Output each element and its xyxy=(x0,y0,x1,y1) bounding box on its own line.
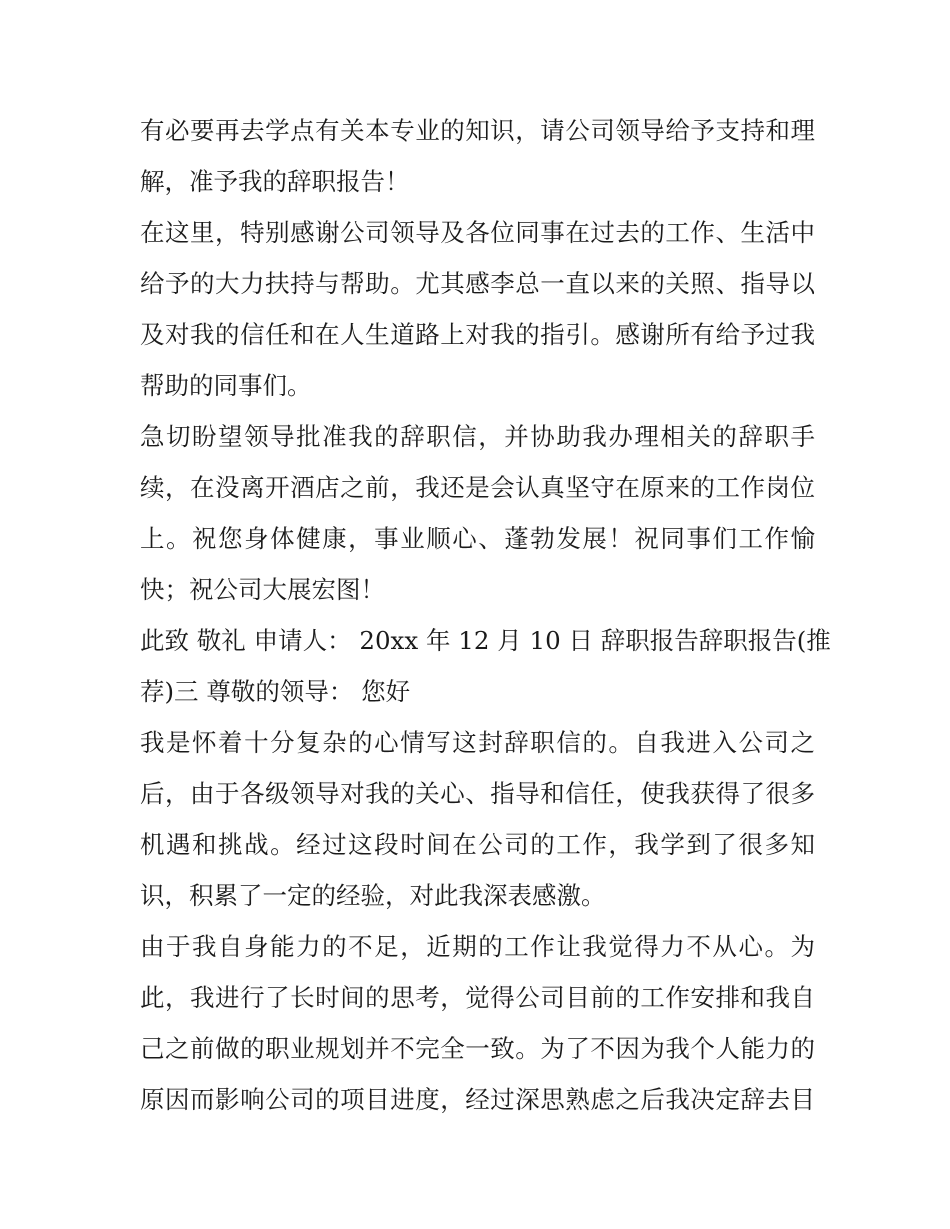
text-line: 及对我的信任和在人生道路上对我的指引。感谢所有给予过我 xyxy=(140,320,815,349)
document-body xyxy=(140,105,831,1125)
text-line: 解，准予我的辞职报告！ xyxy=(140,167,410,196)
text-line: 在这里，特别感谢公司领导及各位同事在过去的工作、生活中 xyxy=(140,218,815,247)
text-line: 上。祝您身体健康，事业顺心、蓬勃发展！祝同事们工作愉 xyxy=(140,524,815,553)
text-line: 续，在没离开酒店之前，我还是会认真坚守在原来的工作岗位 xyxy=(140,473,815,502)
text-line: 我是怀着十分复杂的心情写这封辞职信的。自我进入公司之 xyxy=(140,728,815,757)
text-line: 急切盼望领导批准我的辞职信，并协助我办理相关的辞职手 xyxy=(140,422,815,451)
text-line: 原因而影响公司的项目进度，经过深思熟虑之后我决定辞去目 xyxy=(140,1085,815,1114)
text-line: 有必要再去学点有关本专业的知识，请公司领导给予支持和理 xyxy=(140,116,815,145)
text-line: 后，由于各级领导对我的关心、指导和信任，使我获得了很多 xyxy=(140,779,815,808)
text-line: 由于我自身能力的不足，近期的工作让我觉得力不从心。为 xyxy=(140,932,815,961)
text-line: 给予的大力扶持与帮助。尤其感李总一直以来的关照、指导以 xyxy=(140,269,815,298)
text-line: 己之前做的职业规划并不完全一致。为了不因为我个人能力的 xyxy=(140,1034,815,1063)
text-line: 荐)三 尊敬的领导： 您好 xyxy=(140,677,411,706)
text-line: 快；祝公司大展宏图！ xyxy=(140,575,385,604)
text-line: 此，我进行了长时间的思考，觉得公司目前的工作安排和我自 xyxy=(140,983,815,1012)
text-line: 识，积累了一定的经验，对此我深表感激。 xyxy=(140,881,606,910)
text-line: 帮助的同事们。 xyxy=(140,371,312,400)
text-line: 此致 敬礼 申请人： 20xx 年 12 月 10 日 辞职报告辞职报告(推 xyxy=(140,626,831,655)
text-line: 机遇和挑战。经过这段时间在公司的工作，我学到了很多知 xyxy=(140,830,815,859)
